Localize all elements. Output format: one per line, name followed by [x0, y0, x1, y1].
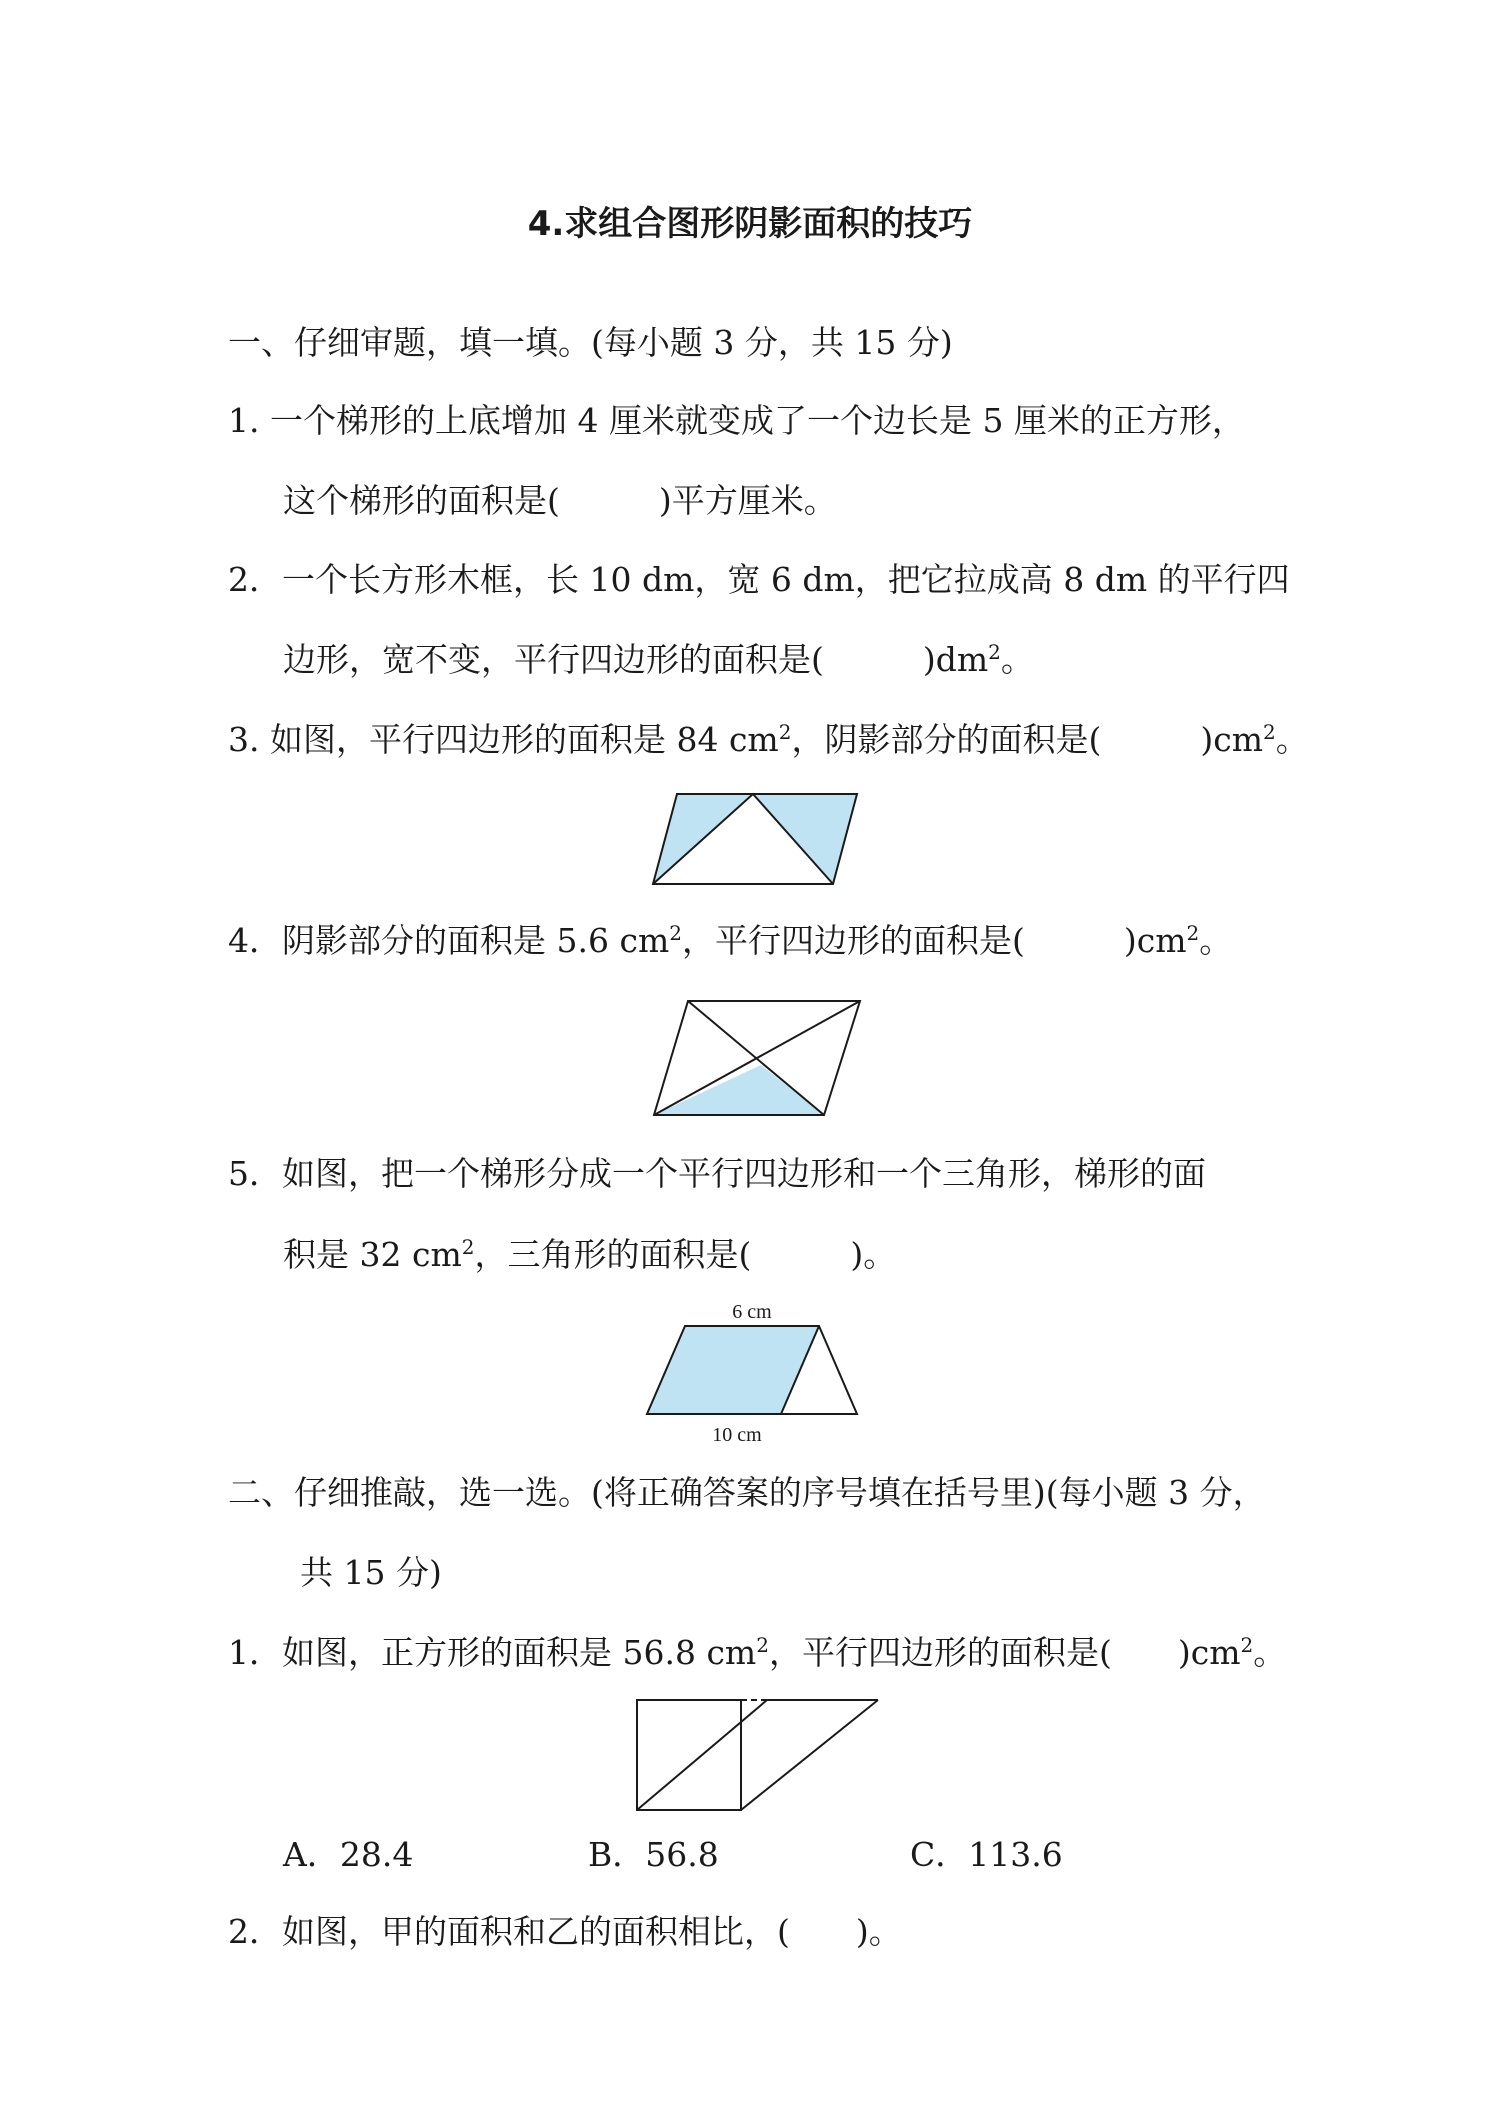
q5-top-label: 6 cm — [732, 1301, 772, 1323]
s2-q1-text: 1．如图，正方形的面积是 56.8 $cm^2$，平行四边形的面积是( )$cm^2$。 — [228, 1633, 1287, 1672]
q2-line1: 2．一个长方形木框，长 10 dm，宽 6 dm，把它拉成高 8 dm 的平行四 — [228, 560, 1290, 599]
page-title: 4.求组合图形阴影面积的技巧 — [527, 204, 973, 244]
q1-line1: 1. 一个梯形的上底增加 4 厘米就变成了一个边长是 5 厘米的正方形， — [228, 401, 1245, 440]
q5-figure — [630, 1300, 880, 1450]
s2-q1-figure — [630, 1692, 890, 1818]
q5-shaded-parallelogram — [647, 1326, 819, 1414]
q5-line2: 积是 32 $cm^2$，三角形的面积是( )。 — [283, 1235, 897, 1274]
q4-text: 4．阴影部分的面积是 5.6 $cm^2$，平行四边形的面积是( )$cm^2$。 — [228, 921, 1233, 960]
q3-text: 3. 如图，平行四边形的面积是 84 $cm^2$，阴影部分的面积是( )$cm^2$。 — [228, 720, 1309, 759]
s2-q1-option-b: B．56.8 — [588, 1835, 719, 1874]
s2-q1-option-a: A．28.4 — [283, 1835, 414, 1874]
q2-line2: 边形，宽不变，平行四边形的面积是( )$dm^2$。 — [283, 640, 1034, 679]
section1-heading: 一、仔细审题，填一填。(每小题 3 分，共 15 分) — [228, 323, 953, 362]
q4-shaded-triangle — [654, 1065, 824, 1115]
s2-q1-option-c: C．113.6 — [910, 1835, 1063, 1874]
s2-q1-slant-edge — [741, 1700, 878, 1810]
q3-shaded-right-triangle — [753, 794, 857, 884]
q3-figure — [640, 788, 870, 890]
s2-q2-text: 2．如图，甲的面积和乙的面积相比，( )。 — [228, 1912, 902, 1951]
q5-line1: 5．如图，把一个梯形分成一个平行四边形和一个三角形，梯形的面 — [228, 1154, 1206, 1193]
q1-line2: 这个梯形的面积是( )平方厘米。 — [283, 481, 837, 520]
q4-figure — [648, 997, 870, 1119]
section2-heading-line1: 二、仔细推敲，选一选。(将正确答案的序号填在括号里)(每小题 3 分， — [228, 1473, 1266, 1512]
s2-q1-square — [637, 1700, 741, 1810]
section2-heading-line2: 共 15 分) — [300, 1553, 442, 1592]
q5-bottom-label: 10 cm — [712, 1424, 762, 1446]
s2-q1-diagonal — [637, 1700, 767, 1810]
